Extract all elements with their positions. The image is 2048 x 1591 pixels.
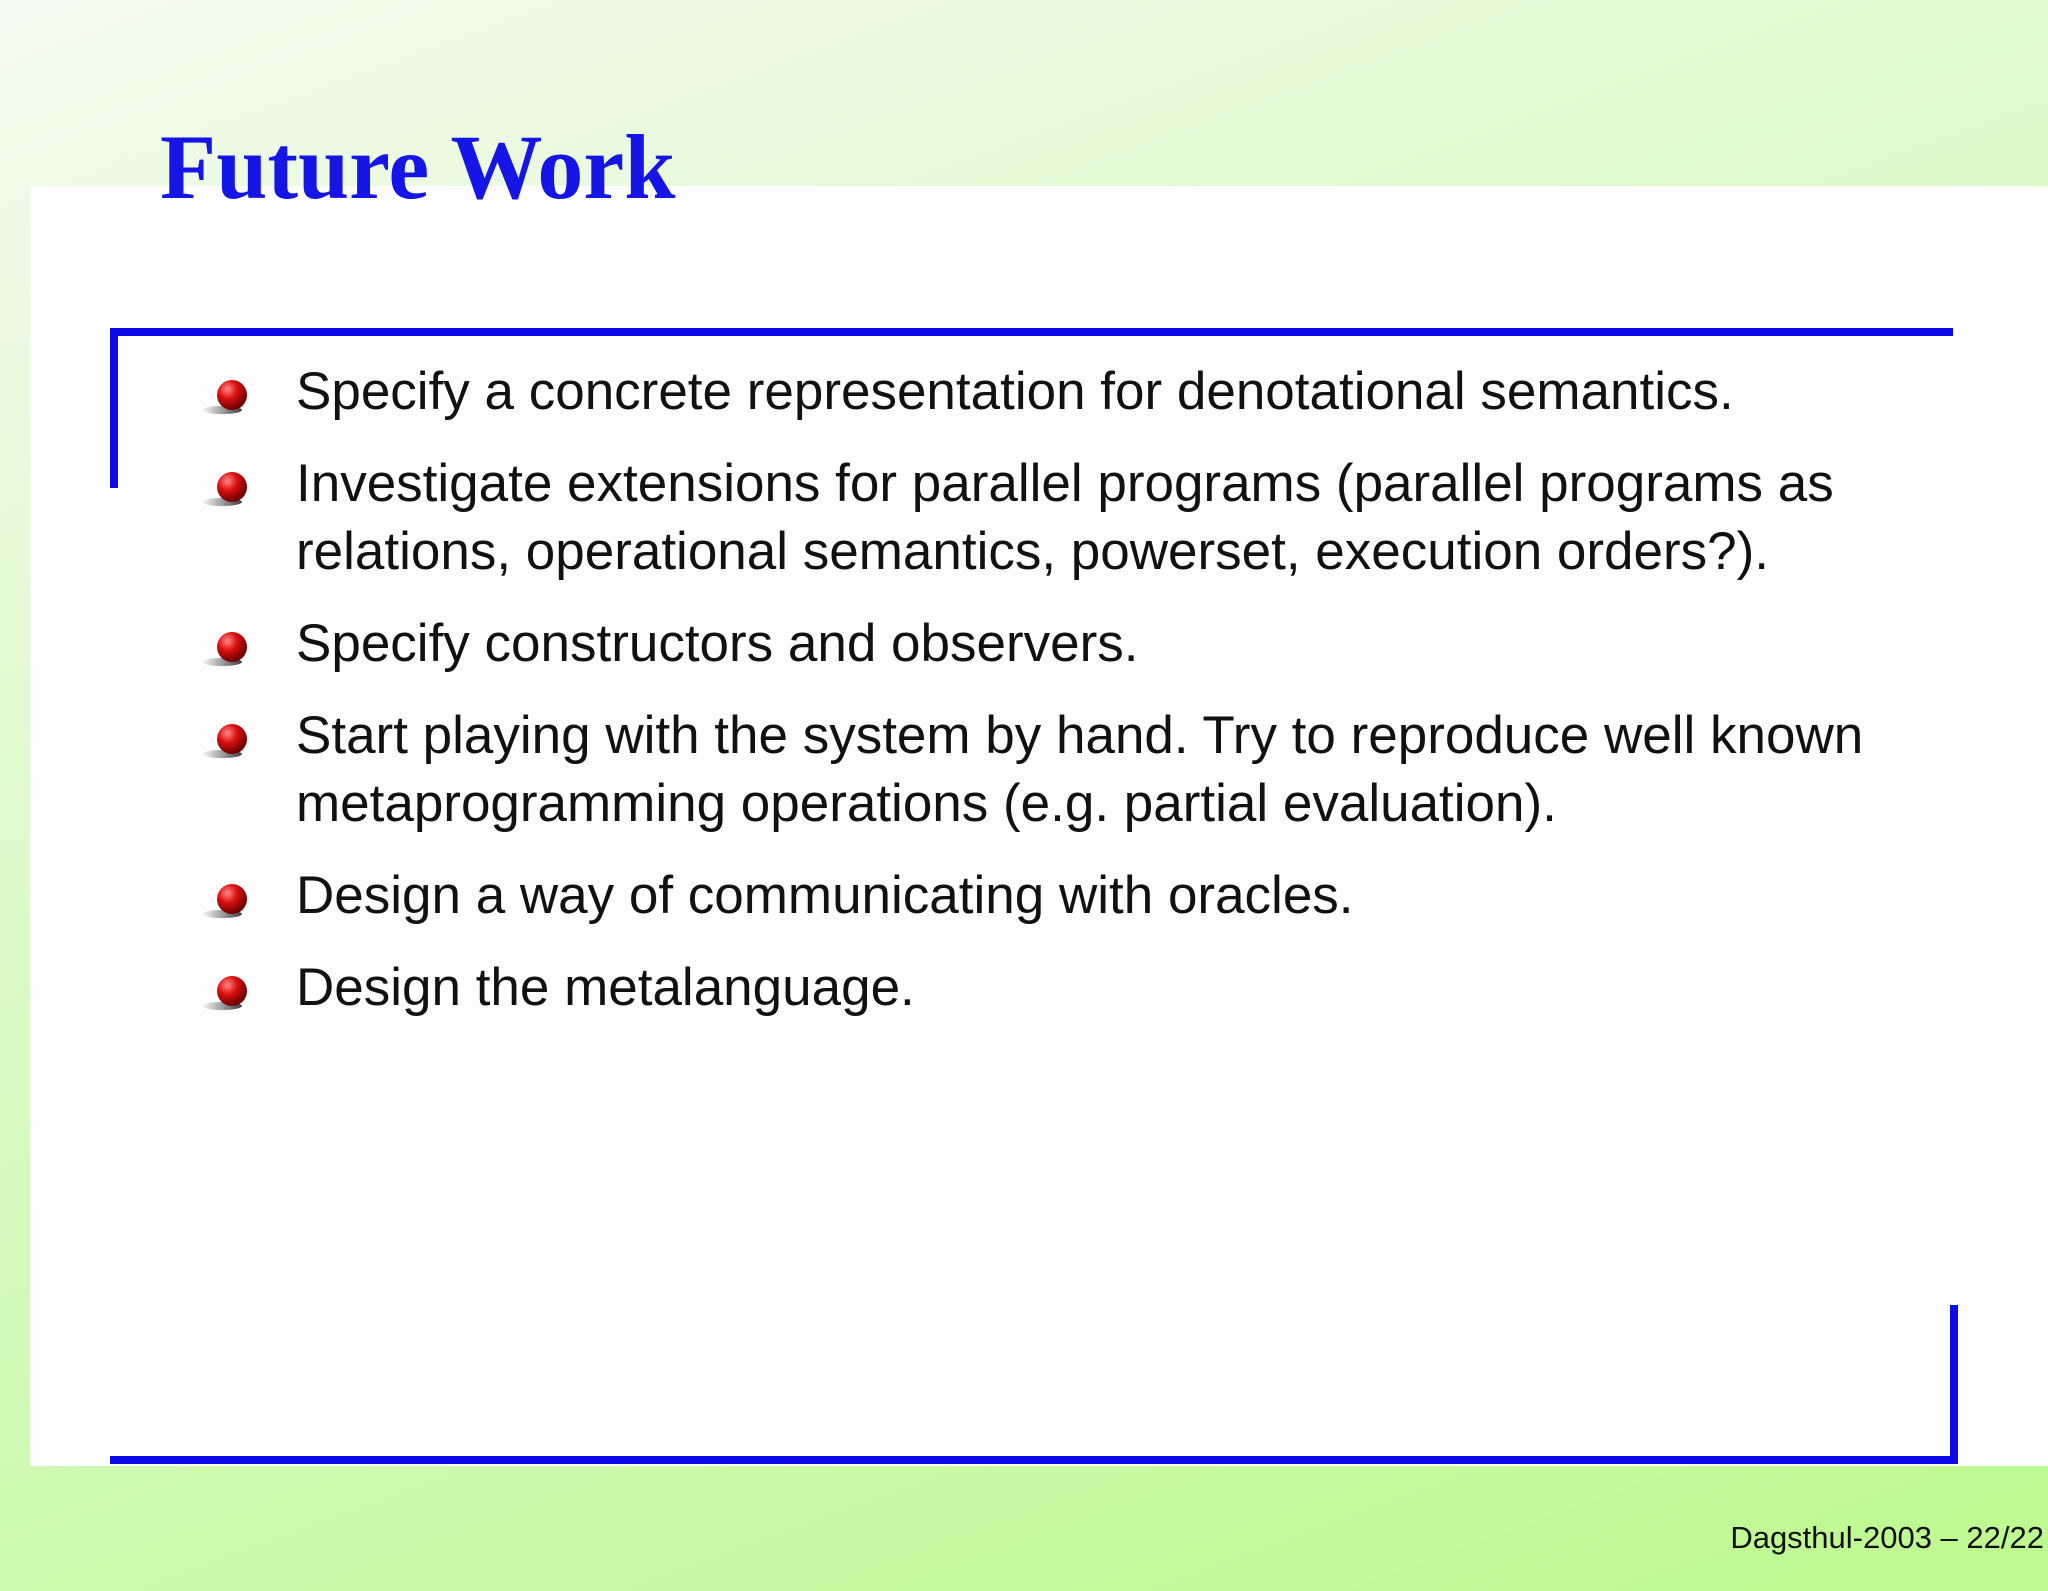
frame-right-rule [1950,1305,1958,1464]
bullet-text: Design a way of communicating with oracles. [296,866,1354,925]
bullet-item [200,862,1940,930]
red-ball-bullet-icon [200,469,252,509]
bullet-item [200,954,1940,1022]
frame-top-rule [110,328,1953,336]
bullet-item [200,358,1940,426]
red-ball-bullet-icon [200,377,252,417]
slide-title: Future Work [160,116,676,218]
bullet-list [200,358,1940,1046]
red-ball-bullet-icon [200,973,252,1013]
bullet-item [200,610,1940,678]
bullet-item [200,450,1940,586]
bullet-item [200,702,1940,838]
red-ball-bullet-icon [200,881,252,921]
bullet-text: Specify constructors and observers. [296,614,1139,673]
red-ball-bullet-icon [200,721,252,761]
bullet-text: Investigate extensions for parallel programs (parallel programs as relations, operational semantics, powerset, execution orders?). [296,454,1834,581]
frame-bottom-rule [110,1456,1958,1464]
bullet-text: Design the metalanguage. [296,958,915,1017]
bullet-text: Start playing with the system by hand. Try to reproduce well known metaprogramming operations (e.g. partial evaluation). [296,706,1864,833]
red-ball-bullet-icon [200,629,252,669]
frame-left-rule [110,328,118,488]
bullet-text: Specify a concrete representation for denotational semantics. [296,362,1734,421]
slide-footer: Dagsthul-2003 – 22/22 [1730,1520,2044,1555]
